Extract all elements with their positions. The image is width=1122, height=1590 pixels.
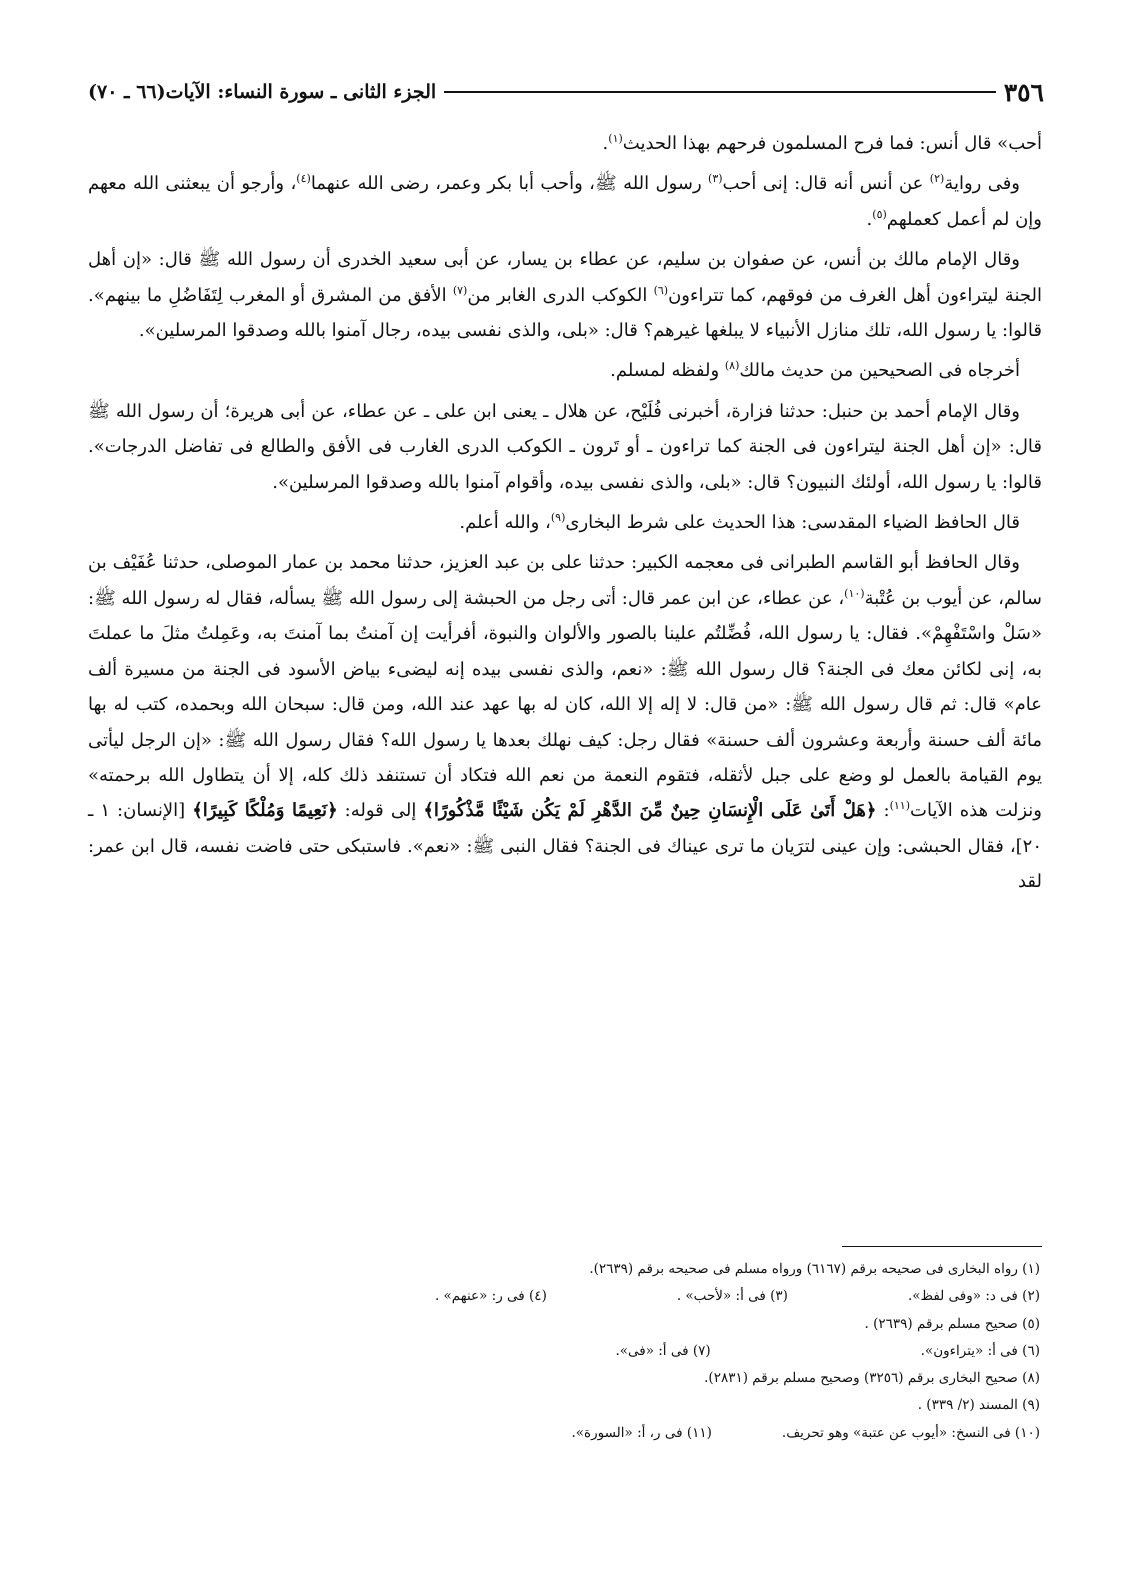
footnote-line [150, 1256, 1040, 1283]
quran-verse: ﴿نَعِيمًا وَمُلْكًا كَبِيرًا﴾ [192, 800, 338, 822]
body-text [88, 126, 1042, 905]
text-run: ، عن عطاء، عن ابن عمر قال: أتى رجل من الحبشة إلى رسول الله ﷺ يسأله، فقال له رسول الله ﷺ: «سَلْ واسْتَفْهِمْ». فقال: يا رسول الله، فُضِّلتُم علينا بالصور والألوان والنبوة، أفرأيت إن آمنتُ بما آمنتَ به، وعَمِلتُ مثلَ ما عملتَ به، إنى لكائن معك فى الجنة؟ قال رسول الله ﷺ: «نعم، والذى نفسى بيده إنه ليضىء بياض الأسود فى الجنة من مسيرة ألف عام» قال: ثم قال رسول الله ﷺ: «من قال: لا إله إلا الله، كان له بها عهد عند الله، ومن قال: سبحان الله وبحمده، كتب له بها مائة ألف حسنة وأربعة وعشرون ألف حسنة» فقال رجل: كيف نهلك بعدها يا رسول الله؟ فقال رسول الله ﷺ: «إن الرجل ليأتى يوم القيامة بالعمل لو وضع على جبل لأثقله، فتقوم النعمة من نعم الله فتكاد أن تستنفد ذلك كله، إلا أن يتطاول الله برحمته» ونزلت هذه الآيات [88, 587, 1042, 822]
text-run: : [876, 800, 890, 822]
footnote-2: (٢) فى د: «وفى لفظ». [907, 1288, 1040, 1305]
footnote-ref: (٥) [872, 207, 887, 221]
footnote-line [150, 1338, 1040, 1365]
running-title: الجزء الثانى ـ سورة النساء: الآيات(٦٦ ـ ٧٠) [88, 81, 437, 103]
text-run: قال الحافظ الضياء المقدسى: هذا الحديث على شرط البخارى [565, 512, 1020, 534]
footnotes [150, 1256, 1040, 1447]
footnote-11: (١١) فى ر، أ: «السورة». [571, 1424, 712, 1441]
text-run: ، وأرجو أن يبعثنى الله معهم وإن لم أعمل كعملهم [88, 173, 1042, 230]
text-run: أخرجاه فى الصحيحين من حديث مالك [739, 360, 1020, 382]
paragraph [88, 394, 1042, 500]
footnote-ref: (٨) [724, 359, 740, 373]
text-run: وقال الإمام أحمد بن حنبل: حدثنا فزارة، أخبرنى فُلَيْح، عن هلال ـ يعنى ابن على ـ عن عطاء، عن أبى هريرة؛ أن رسول الله ﷺ قال: «إن أهل الجنة ليتراءون فى الجنة كما تراءون ـ أو تَرون ـ الكوكب الدرى الغارب فى الأفق والطالع فى تفاضل الدرجات». قالوا: يا رسول الله، أولئك النبيون؟ قال: «بلى، والذى نفسى بيده، وأقوام آمنوا بالله وصدقوا المرسلين». [88, 400, 1042, 493]
footnote-10: (١٠) فى النسخ: «أيوب عن عتبة» وهو تحريف. [781, 1424, 1040, 1441]
footnote-1: (١) رواه البخارى فى صحيحه برقم (٦١٦٧) ورواه مسلم فى صحيحه برقم (٢٦٣٩). [589, 1261, 1040, 1277]
footnote-line [150, 1365, 1040, 1392]
footnote-ref: (١٠) [844, 586, 865, 600]
text-run: إلى قوله: [337, 800, 424, 822]
page-header [88, 74, 1044, 110]
footnote-7: (٧) فى أ: «فى». [615, 1342, 711, 1359]
header-rule [444, 91, 996, 93]
footnote-ref: (٤) [296, 172, 311, 186]
footnote-separator [842, 1246, 1042, 1247]
footnote-line [150, 1392, 1040, 1419]
paragraph [88, 242, 1042, 348]
footnote-ref: (٦) [653, 283, 669, 297]
text-run: وقال الإمام مالك بن أنس، عن صفوان بن سليم، عن عطاء بن يسار، عن أبى سعيد الخدرى أن رسول الله ﷺ قال: «إن أهل الجنة ليتراءون أهل الغرف من فوقهم، كما تتراءون [88, 249, 1042, 306]
text-run: وقال الحافظ أبو القاسم الطبرانى فى معجمه الكبير: حدثنا على بن عبد العزيز، حدثنا محمد بن عمار الموصلى، حدثنا عُفَيْف بن سالم، عن أيوب بن عُتْبة [88, 552, 1042, 609]
footnote-ref: (١١) [889, 799, 911, 813]
text-run: . [602, 133, 609, 154]
footnote-9: (٩) المسند (٢/ ٣٣٩) . [917, 1397, 1040, 1414]
footnote-line [150, 1311, 1040, 1338]
text-run: [الإنسان: ١ ـ ٢٠]، فقال الحبشى: وإن عينى لترَيان ما ترى عيناك فى الجنة؟ فقال النبى ﷺ: «نعم». فاستبكى حتى فاضت نفسه، قال ابن عمر: لقد [88, 800, 1042, 893]
text-run: الكوكب الدرى الغابر من [467, 284, 654, 306]
text-run: ، والله أعلم. [459, 512, 551, 534]
text-run: . [866, 208, 873, 230]
footnote-line [150, 1420, 1040, 1447]
footnote-ref: (٣) [708, 172, 723, 186]
paragraph [88, 353, 1042, 388]
footnote-4: (٤) فى ر: «عنهم» . [434, 1288, 547, 1305]
footnote-ref: (١) [608, 132, 623, 145]
paragraph [88, 126, 1042, 161]
paragraph [88, 505, 1042, 540]
paragraph [88, 166, 1042, 237]
quran-verse: ﴿هَلْ أَتَىٰ عَلَى الْإِنسَانِ حِينٌ مِّنَ الدَّهْرِ لَمْ يَكُن شَيْئًا مَّذْكُورًا﴾ [423, 800, 877, 822]
text-run: ولفظه لمسلم. [610, 360, 725, 382]
footnote-ref: (٧) [452, 283, 468, 297]
footnote-line [150, 1283, 1040, 1310]
footnote-3: (٣) فى أ: «لأحب» . [676, 1288, 788, 1305]
footnote-ref: (٢) [929, 172, 945, 186]
text-run: الأفق من المشرق أو المغرب لِتَفَاضُلِ ما بينهم». قالوا: يا رسول الله، تلك منازل الأنبياء لا يبلغها غيرهم؟ قال: «بلى، والذى نفسى بيده، رجال آمنوا بالله وصدقوا المرسلين». [88, 284, 1042, 342]
footnote-ref: (٩) [550, 511, 566, 525]
footnote-5: (٥) صحيح مسلم برقم (٢٦٣٩) . [864, 1315, 1040, 1332]
text-run: وفى رواية [944, 173, 1020, 195]
text-run: عن أنس أنه قال: إنى أحب [722, 173, 930, 195]
footnote-8: (٨) صحيح البخارى برقم (٣٢٥٦) وصحيح مسلم برقم (٢٨٣١). [704, 1370, 1040, 1387]
footnote-6: (٦) فى أ: «يتراءون». [920, 1342, 1040, 1359]
text-run: رسول الله ﷺ، وأحب أبا بكر وعمر، رضى الله عنهما [310, 173, 709, 195]
paragraph [88, 545, 1042, 899]
text-run: أحب» قال أنس: فما فرح المسلمون فرحهم بهذا الحديث [622, 133, 1042, 154]
page-number: ٣٥٦ [1003, 77, 1044, 107]
